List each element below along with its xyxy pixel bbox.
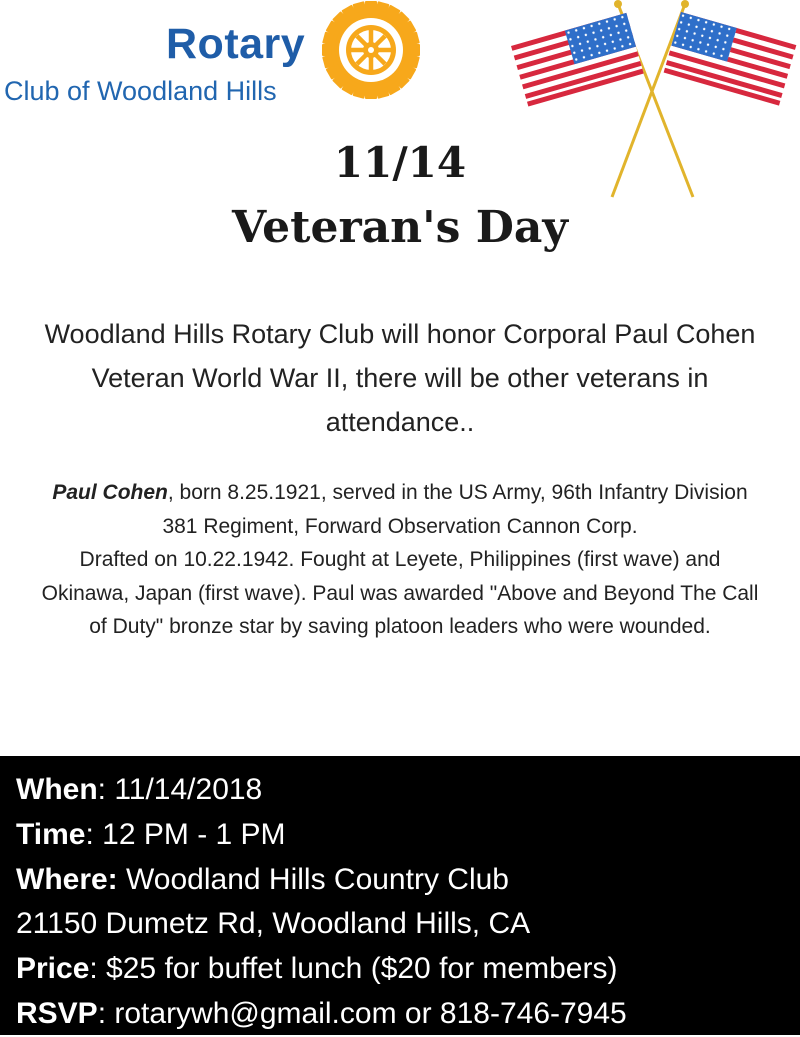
- rotary-wheel-icon: [321, 0, 421, 100]
- where-value: Woodland Hills Country Club: [117, 862, 509, 896]
- rsvp-label: RSVP: [16, 996, 98, 1030]
- where-label: Where:: [16, 862, 118, 896]
- address-row: 21150 Dumetz Rd, Woodland Hills, CA: [16, 907, 531, 941]
- logo-club-name: Club of Woodland Hills: [4, 76, 277, 106]
- rotary-logo: [0, 0, 420, 112]
- time-row: [16, 813, 627, 858]
- rsvp-value[interactable]: : rotarywh@gmail.com or 818-746-7945: [97, 996, 627, 1030]
- time-label: Time: [16, 817, 86, 851]
- price-value: : $25 for buffet lunch ($20 for members): [89, 952, 618, 986]
- where-row: [16, 858, 627, 903]
- price-row: [16, 947, 627, 992]
- veteran-name: Paul Cohen: [52, 481, 168, 504]
- when-row: [16, 768, 627, 813]
- event-date-title: 11/14: [333, 138, 467, 187]
- rsvp-row: [16, 992, 627, 1037]
- time-value: : 12 PM - 1 PM: [85, 817, 286, 851]
- when-value: : 11/14/2018: [97, 773, 263, 806]
- event-title: Veteran's Day: [232, 202, 568, 253]
- bio-service-text: , born 8.25.1921, served in the US Army, 96th Infantry Division 381 Regiment, Forward Observation Cannon Corp.: [162, 481, 748, 538]
- intro-paragraph: Woodland Hills Rotary Club will honor Corporal Paul Cohen Veteran World War II, there will be other veterans in attendance..: [44, 319, 756, 437]
- bio-combat: Drafted on 10.22.1942. Fought at Leyete, Philippines (first wave) and Okinawa, Japan (first wave). Paul was awarded "Above and Beyond The Call of Duty" bronze star by saving platoon leaders who were wounded.: [41, 548, 759, 638]
- bio-service: [40, 476, 760, 543]
- logo-wordmark: Rotary: [166, 20, 306, 68]
- when-label: When: [16, 773, 98, 806]
- event-details-panel: [0, 756, 800, 1035]
- bio-paragraph: [40, 476, 760, 644]
- price-label: Price: [16, 952, 90, 986]
